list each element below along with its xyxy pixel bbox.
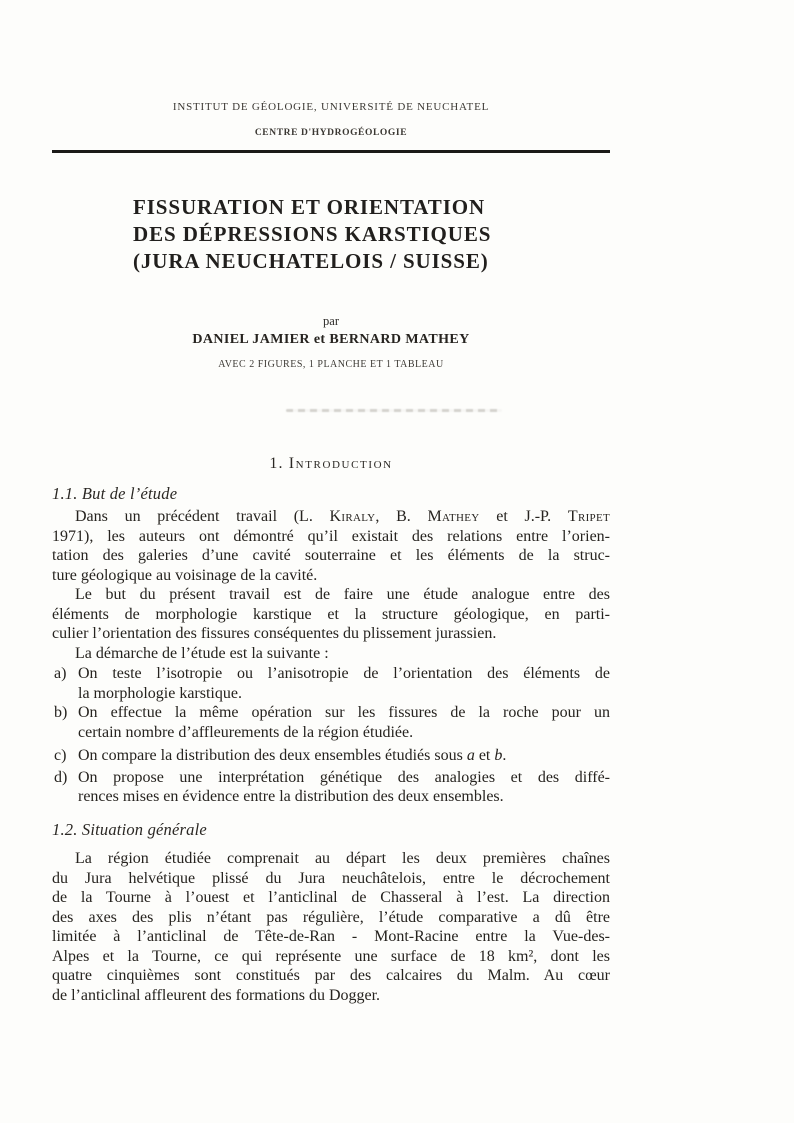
title-line: FISSURATION ET ORIENTATION	[133, 195, 486, 219]
text-fragment: Dans un précédent travail (L.	[75, 508, 330, 525]
subsection-1-2-heading: 1.2. Situation générale	[52, 820, 207, 839]
text-line: 1971), les auteurs ont démontré qu’il existait des relations entre l’orien-	[52, 527, 610, 545]
text-fragment: et J.-P.	[479, 508, 568, 525]
list-marker: d)	[54, 768, 68, 786]
text-line: éléments de morphologie karstique et la structure géologique, en parti-	[52, 605, 610, 623]
text-line	[78, 746, 610, 766]
authors: DANIEL JAMIER et BERNARD MATHEY	[192, 332, 470, 347]
author-ref: Kiraly	[329, 508, 376, 525]
text-line: rences mises en évidence entre la distribution des deux ensembles.	[78, 788, 504, 805]
paragraph	[52, 585, 610, 644]
text-line	[52, 507, 610, 527]
list-marker: c)	[54, 747, 67, 764]
list-item-a	[52, 664, 610, 703]
paragraph	[52, 644, 610, 664]
figures-note: AVEC 2 FIGURES, 1 PLANCHE ET 1 TABLEAU	[218, 359, 444, 370]
list-marker: b)	[54, 704, 68, 721]
paragraph	[52, 507, 610, 585]
text-line: Le but du présent travail est de faire une étude analogue entre des	[75, 586, 610, 603]
title-line: DES DÉPRESSIONS KARSTIQUES	[133, 222, 492, 246]
masthead-rule	[52, 150, 610, 153]
subsection-1-1-heading: 1.1. But de l’étude	[52, 484, 178, 503]
paper-title	[133, 194, 491, 275]
list-item-d	[52, 768, 610, 807]
text-line: La démarche de l’étude est la suivante :	[75, 644, 329, 662]
text-line: On effectue la même opération sur les fissures de la roche pour un	[78, 704, 610, 721]
text-line: la morphologie karstique.	[78, 684, 242, 702]
text-fragment: On compare la distribution des deux ensembles étudiés sous	[78, 747, 467, 764]
department-name: CENTRE D'HYDROGÉOLOGIE	[254, 128, 408, 138]
byline-par-label: par	[323, 314, 339, 328]
variable-b: b	[494, 747, 503, 764]
text-fragment: .	[502, 747, 507, 764]
text-line: du Jura helvétique plissé du Jura neuchâtelois, entre le décrochement	[52, 869, 610, 887]
text-line: On teste l’isotropie ou l’anisotropie de l’orientation des éléments de	[78, 665, 610, 682]
institute-name: INSTITUT DE GÉOLOGIE, UNIVERSITÉ DE NEUCHATEL	[172, 101, 490, 113]
text-fragment: , B.	[375, 508, 428, 525]
text-line: culier l’orientation des fissures conséquentes du plissement jurassien.	[52, 625, 497, 642]
list-item-c	[52, 746, 610, 766]
author-ref: Tripet	[567, 508, 611, 525]
title-line: (JURA NEUCHATELOIS / SUISSE)	[133, 249, 489, 273]
paragraph	[52, 849, 610, 1005]
text-line: des axes des plis n’étant pas régulière, l’étude comparative a dû être	[52, 908, 610, 926]
variable-a: a	[466, 747, 475, 764]
list-item-b	[52, 703, 610, 742]
subsection-1-2-body	[52, 849, 610, 1005]
subsection-1-1-body	[52, 507, 610, 807]
text-line: tation des galeries d’une cavité souterraine et les éléments de la struc-	[52, 547, 610, 564]
text-line: Alpes et la Tourne, ce qui représente une surface de 18 km², dont les	[52, 947, 610, 965]
section-title: Introduction	[288, 455, 393, 472]
text-line: quatre cinquièmes sont constitués par des calcaires du Malm. Au cœur	[52, 967, 610, 984]
text-line: On propose une interprétation génétique des analogies et des diffé-	[78, 768, 610, 786]
list-marker: a)	[54, 665, 67, 682]
text-line: La région étudiée comprenait au départ les deux premières chaînes	[75, 850, 610, 867]
text-line: ture géologique au voisinage de la cavité.	[52, 566, 318, 584]
scan-smudge	[286, 409, 502, 412]
author-ref: Mathey	[427, 508, 480, 525]
text-fragment: et	[474, 747, 495, 764]
section-1-heading	[52, 455, 610, 473]
text-line: de l’anticlinal affleurent des formations du Dogger.	[52, 986, 381, 1004]
text-line: certain nombre d’affleurements de la région étudiée.	[78, 723, 414, 741]
text-line: de la Tourne à l’ouest et l’anticlinal de Chasseral à l’est. La direction	[52, 889, 610, 906]
text-line: limitée à l’anticlinal de Tête-de-Ran - Mont-Racine entre la Vue-des-	[52, 928, 610, 945]
section-number: 1.	[269, 455, 284, 472]
